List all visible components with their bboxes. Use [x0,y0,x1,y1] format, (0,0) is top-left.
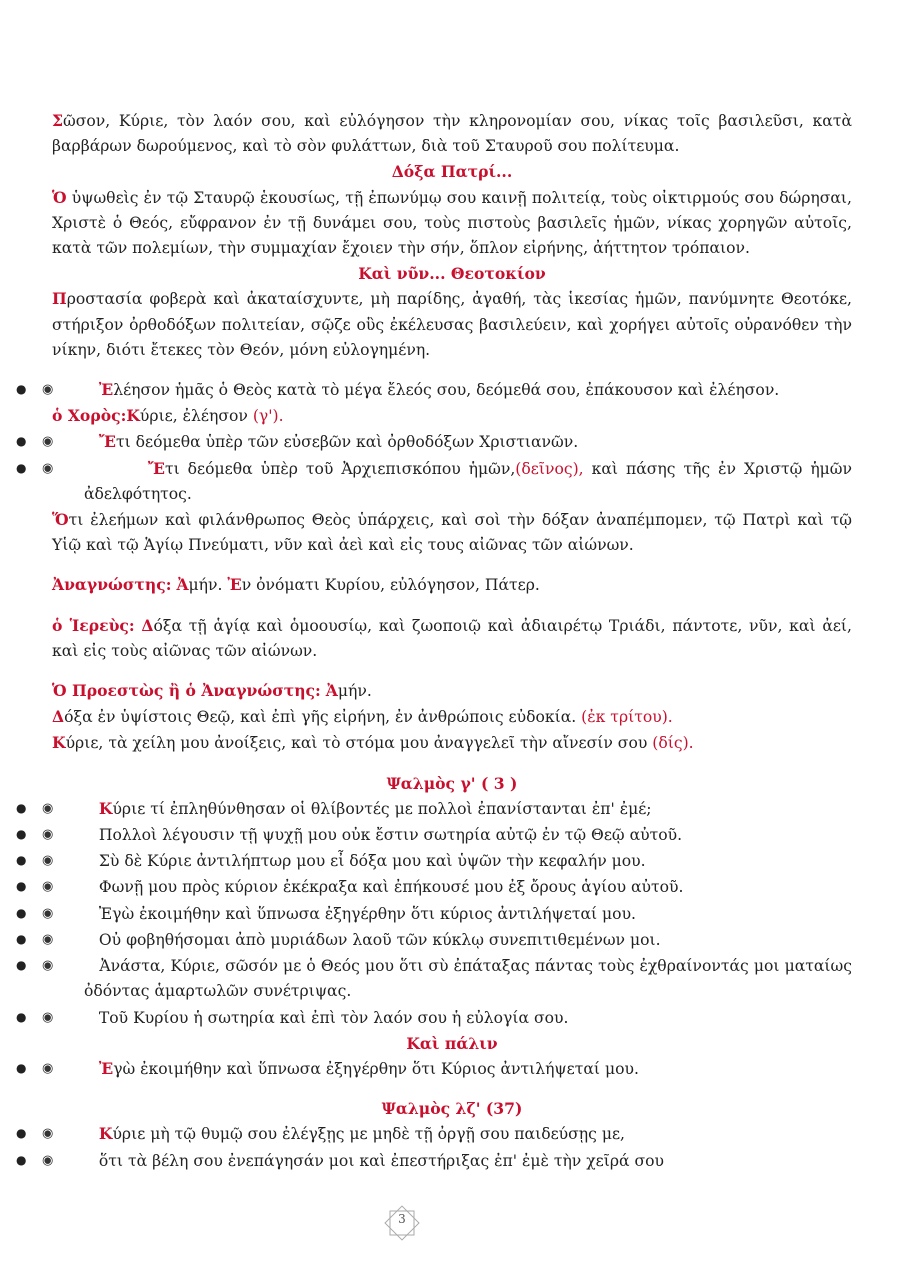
psalm-verse: ● ◉ Ἐγὼ ἐκοιμήθην καὶ ὕπνωσα ἐξηγέρθην ὅτι κύριος ἀντιλήψεταί μου. [52,901,852,927]
bullet-icon: ● [16,434,27,449]
page-number-ornament [377,1198,427,1248]
psalm-verse: ● ◉ Φωνῇ μου πρὸς κύριον ἐκέκραξα καὶ ἐπήκουσέ μου ἐξ ὄρους ἁγίου αὐτοῦ. [52,874,852,900]
bullet-icon: ● [16,1126,27,1141]
psalm-verse: ● ◉ Οὐ φοβηθήσομαι ἀπὸ μυριάδων λαοῦ τῶν κύκλῳ συνεπιτιθεμένων μοι. [52,927,852,953]
spiral-icon: ◉ [42,1126,54,1142]
spacer [52,558,852,572]
litany-item: ● ◉ Ἔτι δεόμεθα ὑπὲρ τοῦ Ἀρχιεπισκόπου ἡμῶν,(δεῖνος), καὶ πάσης τῆς ἐν Χριστῷ ἡμῶν ἀδελφότητος. [52,456,852,507]
spacer [52,363,852,377]
spiral-icon: ◉ [42,800,54,816]
spiral-icon: ◉ [42,827,54,843]
psalm-verse: ● ◉ Ἐγὼ ἐκοιμήθην καὶ ὕπνωσα ἐξηγέρθην ὅτι Κύριος ἀντιλήψεταί μου. [52,1056,852,1082]
spiral-icon: ◉ [42,460,54,476]
spiral-icon: ◉ [42,1009,54,1025]
psalm-verse: ● ◉ Κύριε μὴ τῷ θυμῷ σου ἐλέγξῃς με μηδὲ τῇ ὀργῇ σου παιδεύσῃς με, [52,1121,852,1147]
choir-response: ὁ Χορὸς:Κύριε, ἐλέησον (γ'). [52,406,284,426]
heading-theotokion: Καὶ νῦν... Θεοτοκίον [358,264,546,284]
psalm-verse: ● ◉ Τοῦ Κυρίου ἡ σωτηρία καὶ ἐπὶ τὸν λαόν σου ἡ εὐλογία σου. [52,1005,852,1031]
heading-doxa-patri: Δόξα Πατρί... [391,162,513,182]
spiral-icon: ◉ [42,434,54,450]
bullet-icon: ● [16,1009,27,1024]
spiral-icon: ◉ [42,853,54,869]
psalm-verse: ● ◉ ὅτι τὰ βέλη σου ἐνεπάγησάν μοι καὶ ἐπεστήριξας ἐπ' ἐμὲ τὴν χεῖρά σου [52,1148,852,1174]
bullet-icon: ● [16,958,27,973]
psalm-3-verses [16,796,852,1031]
paragraph-o-ypsotheis: Ὁ ὑψωθεὶς ἐν τῷ Σταυρῷ ἑκουσίως, τῇ ἐπωνύμῳ σου καινῇ πολιτείᾳ, τοὺς οἰκτιρμούς σου δώρησαι, Χριστὲ ὁ Θεός, εὔφρανον ἐν τῇ δυνάμει σου, τοὺς πιστοὺς βασιλεῖς ἡμῶν, νίκας χορηγῶν αὐτοῖς, κατὰ τῶν πολεμίων, τὴν συμμαχίαν ἔχοιεν τὴν σήν, ὅπλον εἰρήνης, ἀήττητον τρόπαιον. [52,187,852,258]
bullet-icon: ● [16,879,27,894]
spiral-icon: ◉ [42,1060,54,1076]
bullet-icon: ● [16,460,27,475]
spiral-icon: ◉ [42,879,54,895]
bullet-icon: ● [16,905,27,920]
spiral-icon: ◉ [42,931,54,947]
bullet-icon: ● [16,1060,27,1075]
spacer [52,599,852,613]
bullet-icon: ● [16,931,27,946]
page-number: 3 [398,1212,406,1226]
litany-item: ● ◉ Ἔτι δεόμεθα ὑπὲρ τῶν εὐσεβῶν καὶ ὀρθοδόξων Χριστιανῶν. [52,429,852,455]
paragraph-prostasia: Προστασία φοβερὰ καὶ ἀκαταίσχυντε, μὴ παρίδης, ἀγαθή, τὰς ἱκεσίας ἡμῶν, πανύμνητε Θεοτόκε, στήριξον ὀρθοδόξων πολιτείαν, σῷζε οὓς ἐκέλευσας βασιλεύειν, καὶ χορήγει αὐτοῖς οὐρανόθεν τὴν νίκην, διότι ἔτεκες τὸν Θεόν, μόνη εὐλογημένη. [52,289,852,359]
heading-kai-palin: Καὶ πάλιν [406,1033,498,1053]
paragraph-sothon: Σῶσον, Κύριε, τὸν λαόν σου, καὶ εὐλόγησον τὴν κληρονομίαν σου, νίκας τοῖς βασιλεῦσι, κατὰ βαρβάρων δωρούμενος, καὶ τὸ σὸν φυλάττων, διὰ τοῦ Σταυροῦ σου πολίτευμα. [52,111,852,156]
psalm-verse: ● ◉ Σὺ δὲ Κύριε ἀντιλήπτωρ μου εἶ δόξα μου καὶ ὑψῶν τὴν κεφαλήν μου. [52,848,852,874]
doxa-line: Δόξα ἐν ὑψίστοις Θεῷ, καὶ ἐπὶ γῆς εἰρήνη, ἐν ἀνθρώποις εὐδοκία. (ἐκ τρίτου). [52,707,673,727]
paragraph-oti-eleimon: Ὅτι ἐλεήμων καὶ φιλάνθρωπος Θεὸς ὑπάρχεις, καὶ σοὶ τὴν δόξαν ἀναπέμπομεν, τῷ Πατρὶ καὶ τῷ Υἱῷ καὶ τῷ Ἁγίῳ Πνεύματι, νῦν καὶ ἀεὶ καὶ εἰς τους αἰῶνας τῶν αἰώνων. [52,510,852,555]
psalm-verse: ● ◉ Πολλοὶ λέγουσιν τῇ ψυχῇ μου οὐκ ἔστιν σωτηρία αὐτῷ ἐν τῷ Θεῷ αὐτοῦ. [52,822,852,848]
spiral-icon: ◉ [42,382,54,398]
kyrie-line: Κύριε, τὰ χείλη μου ἀνοίξεις, καὶ τὸ στόμα μου ἀναγγελεῖ τὴν αἴνεσίν σου (δίς). [52,733,694,753]
spiral-icon: ◉ [42,958,54,974]
bullet-icon: ● [16,1152,27,1167]
psalm-verse: ● ◉ Κύριε τί ἐπληθύνθησαν οἱ θλίβοντές με πολλοὶ ἐπανίστανται ἐπ' ἐμέ; [52,796,852,822]
litany-item: ● ◉ Ἐλέησον ἡμᾶς ὁ Θεὸς κατὰ τὸ μέγα ἔλεός σου, δεόμεθά σου, ἐπάκουσον καὶ ἐλέησον. [52,377,852,403]
proestos-line: Ὁ Προεστὼς ἢ ὁ Ἀναγνώστης: Ἀμήν. [52,681,372,701]
psalm-verse: ● ◉ Ἀνάστα, Κύριε, σῶσόν με ὁ Θεός μου ὅτι σὺ ἐπάταξας πάντας τοὺς ἐχθραίνοντάς μοι ματαίως ὀδόντας ἁμαρτωλῶν συνέτριψας. [52,953,852,1004]
document-body [16,108,853,1174]
bullet-icon: ● [16,382,27,397]
bullet-icon: ● [16,827,27,842]
psalm-37-verses [16,1121,852,1173]
spacer [52,757,852,771]
spiral-icon: ◉ [42,1152,54,1168]
bullet-icon: ● [16,853,27,868]
spacer [52,664,852,678]
spiral-icon: ◉ [42,905,54,921]
heading-psalm-37: Ψαλμὸς λζ' (37) [381,1099,523,1119]
priest-line: ὁ Ἱερεὺς: Δόξα τῇ ἁγίᾳ καὶ ὁμοουσίῳ, καὶ ζωοποιῷ καὶ ἀδιαιρέτῳ Τριάδι, πάντοτε, νῦν, καὶ ἀεί, καὶ εἰς τοὺς αἰῶνας τῶν αἰώνων. [52,615,853,660]
bullet-icon: ● [16,800,27,815]
heading-psalm-3: Ψαλμὸς γ' ( 3 ) [386,773,518,793]
spacer [52,1082,852,1096]
reader-line: Ἀναγνώστης: Ἀμήν. Ἐν ὀνόματι Κυρίου, εὐλόγησον, Πάτερ. [52,575,540,595]
